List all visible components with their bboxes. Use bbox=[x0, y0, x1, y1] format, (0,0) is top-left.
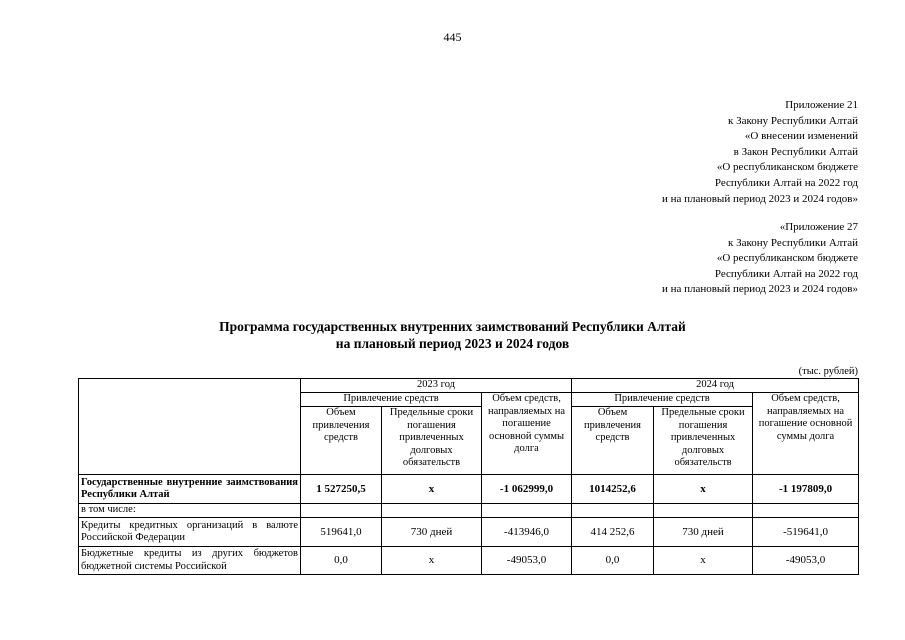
borrowing-program-table bbox=[78, 378, 859, 575]
cell-terms-2023: х bbox=[382, 475, 482, 504]
cell-terms-2024: 730 дней bbox=[654, 518, 753, 547]
appendix-header-line: «О внесении изменений bbox=[744, 130, 858, 143]
cell-volume-2023: 519641,0 bbox=[301, 518, 382, 547]
cell-repayment-2024: -519641,0 bbox=[753, 518, 859, 547]
row-name: Бюджетные кредиты из других бюджетов бюджетной системы Российской bbox=[79, 547, 301, 575]
row-name: в том числе: bbox=[79, 504, 301, 518]
appendix-header bbox=[662, 98, 858, 207]
cell-volume-2024: 414 252,6 bbox=[572, 518, 654, 547]
appendix-original-line: и на плановый период 2023 и 2024 годов» bbox=[661, 283, 858, 296]
document-title bbox=[0, 319, 905, 352]
appendix-original-line: к Закону Республики Алтай bbox=[728, 236, 858, 249]
cell-volume-2023: 0,0 bbox=[301, 547, 382, 575]
appendix-header-line: и на плановый период 2023 и 2024 годов» bbox=[661, 192, 858, 205]
header-year-2023: 2023 год bbox=[301, 379, 572, 393]
table-row bbox=[79, 475, 859, 504]
header-row-years bbox=[79, 379, 859, 393]
header-volume-2024: Объем привлечения средств bbox=[572, 407, 654, 475]
header-terms-2024: Предельные сроки погашения привлеченных долговых обязательств bbox=[654, 407, 753, 475]
page-number: 445 bbox=[443, 30, 462, 44]
appendix-original-line: «Приложение 27 bbox=[779, 221, 858, 233]
empty-cell bbox=[654, 504, 753, 518]
header-repayment-2024: Объем средств, направляемых на погашение основной суммы долга bbox=[753, 393, 859, 475]
appendix-header-line: «О республиканском бюджете bbox=[716, 161, 858, 174]
cell-repayment-2024: -49053,0 bbox=[753, 547, 859, 575]
appendix-original-line: Республики Алтай на 2022 год bbox=[714, 267, 858, 280]
table-row bbox=[79, 518, 859, 547]
cell-repayment-2024: -1 197809,0 bbox=[753, 475, 859, 504]
empty-cell bbox=[572, 504, 654, 518]
cell-terms-2023: х bbox=[382, 547, 482, 575]
appendix-header-line: Республики Алтай на 2022 год bbox=[714, 176, 858, 189]
document-title-line1: Программа государственных внутренних заимствований Республики Алтай bbox=[219, 319, 686, 334]
document-title-line2: на плановый период 2023 и 2024 годов bbox=[335, 335, 570, 351]
header-terms-2023: Предельные сроки погашения привлеченных долговых обязательств bbox=[382, 407, 482, 475]
cell-repayment-2023: -49053,0 bbox=[482, 547, 572, 575]
units-label: (тыс. рублей) bbox=[798, 366, 858, 377]
appendix-header-line: Приложение 21 bbox=[785, 99, 858, 111]
header-raising-2023: Привлечение средств bbox=[301, 393, 482, 407]
empty-cell bbox=[301, 504, 382, 518]
header-raising-2024: Привлечение средств bbox=[572, 393, 753, 407]
cell-repayment-2023: -1 062999,0 bbox=[482, 475, 572, 504]
appendix-original bbox=[662, 220, 858, 298]
cell-terms-2024: х bbox=[654, 475, 753, 504]
header-empty-cell bbox=[79, 379, 301, 475]
appendix-original-line: «О республиканском бюджете bbox=[716, 252, 858, 265]
cell-volume-2024: 0,0 bbox=[572, 547, 654, 575]
appendix-header-line: к Закону Республики Алтай bbox=[728, 114, 858, 127]
cell-terms-2023: 730 дней bbox=[382, 518, 482, 547]
header-repayment-2023: Объем средств, направляемых на погашение основной суммы долга bbox=[482, 393, 572, 475]
cell-repayment-2023: -413946,0 bbox=[482, 518, 572, 547]
table-row bbox=[79, 547, 859, 575]
header-volume-2023: Объем привлечения средств bbox=[301, 407, 382, 475]
row-name: Кредиты кредитных организаций в валюте Российской Федерации bbox=[79, 518, 301, 547]
cell-volume-2024: 1014252,6 bbox=[572, 475, 654, 504]
row-name: Государственные внутренние заимствования Республики Алтай bbox=[79, 475, 301, 504]
appendix-header-line: в Закон Республики Алтай bbox=[733, 145, 858, 158]
empty-cell bbox=[482, 504, 572, 518]
table-row bbox=[79, 504, 859, 518]
cell-terms-2024: х bbox=[654, 547, 753, 575]
empty-cell bbox=[753, 504, 859, 518]
header-year-2024: 2024 год bbox=[572, 379, 859, 393]
cell-volume-2023: 1 527250,5 bbox=[301, 475, 382, 504]
empty-cell bbox=[382, 504, 482, 518]
